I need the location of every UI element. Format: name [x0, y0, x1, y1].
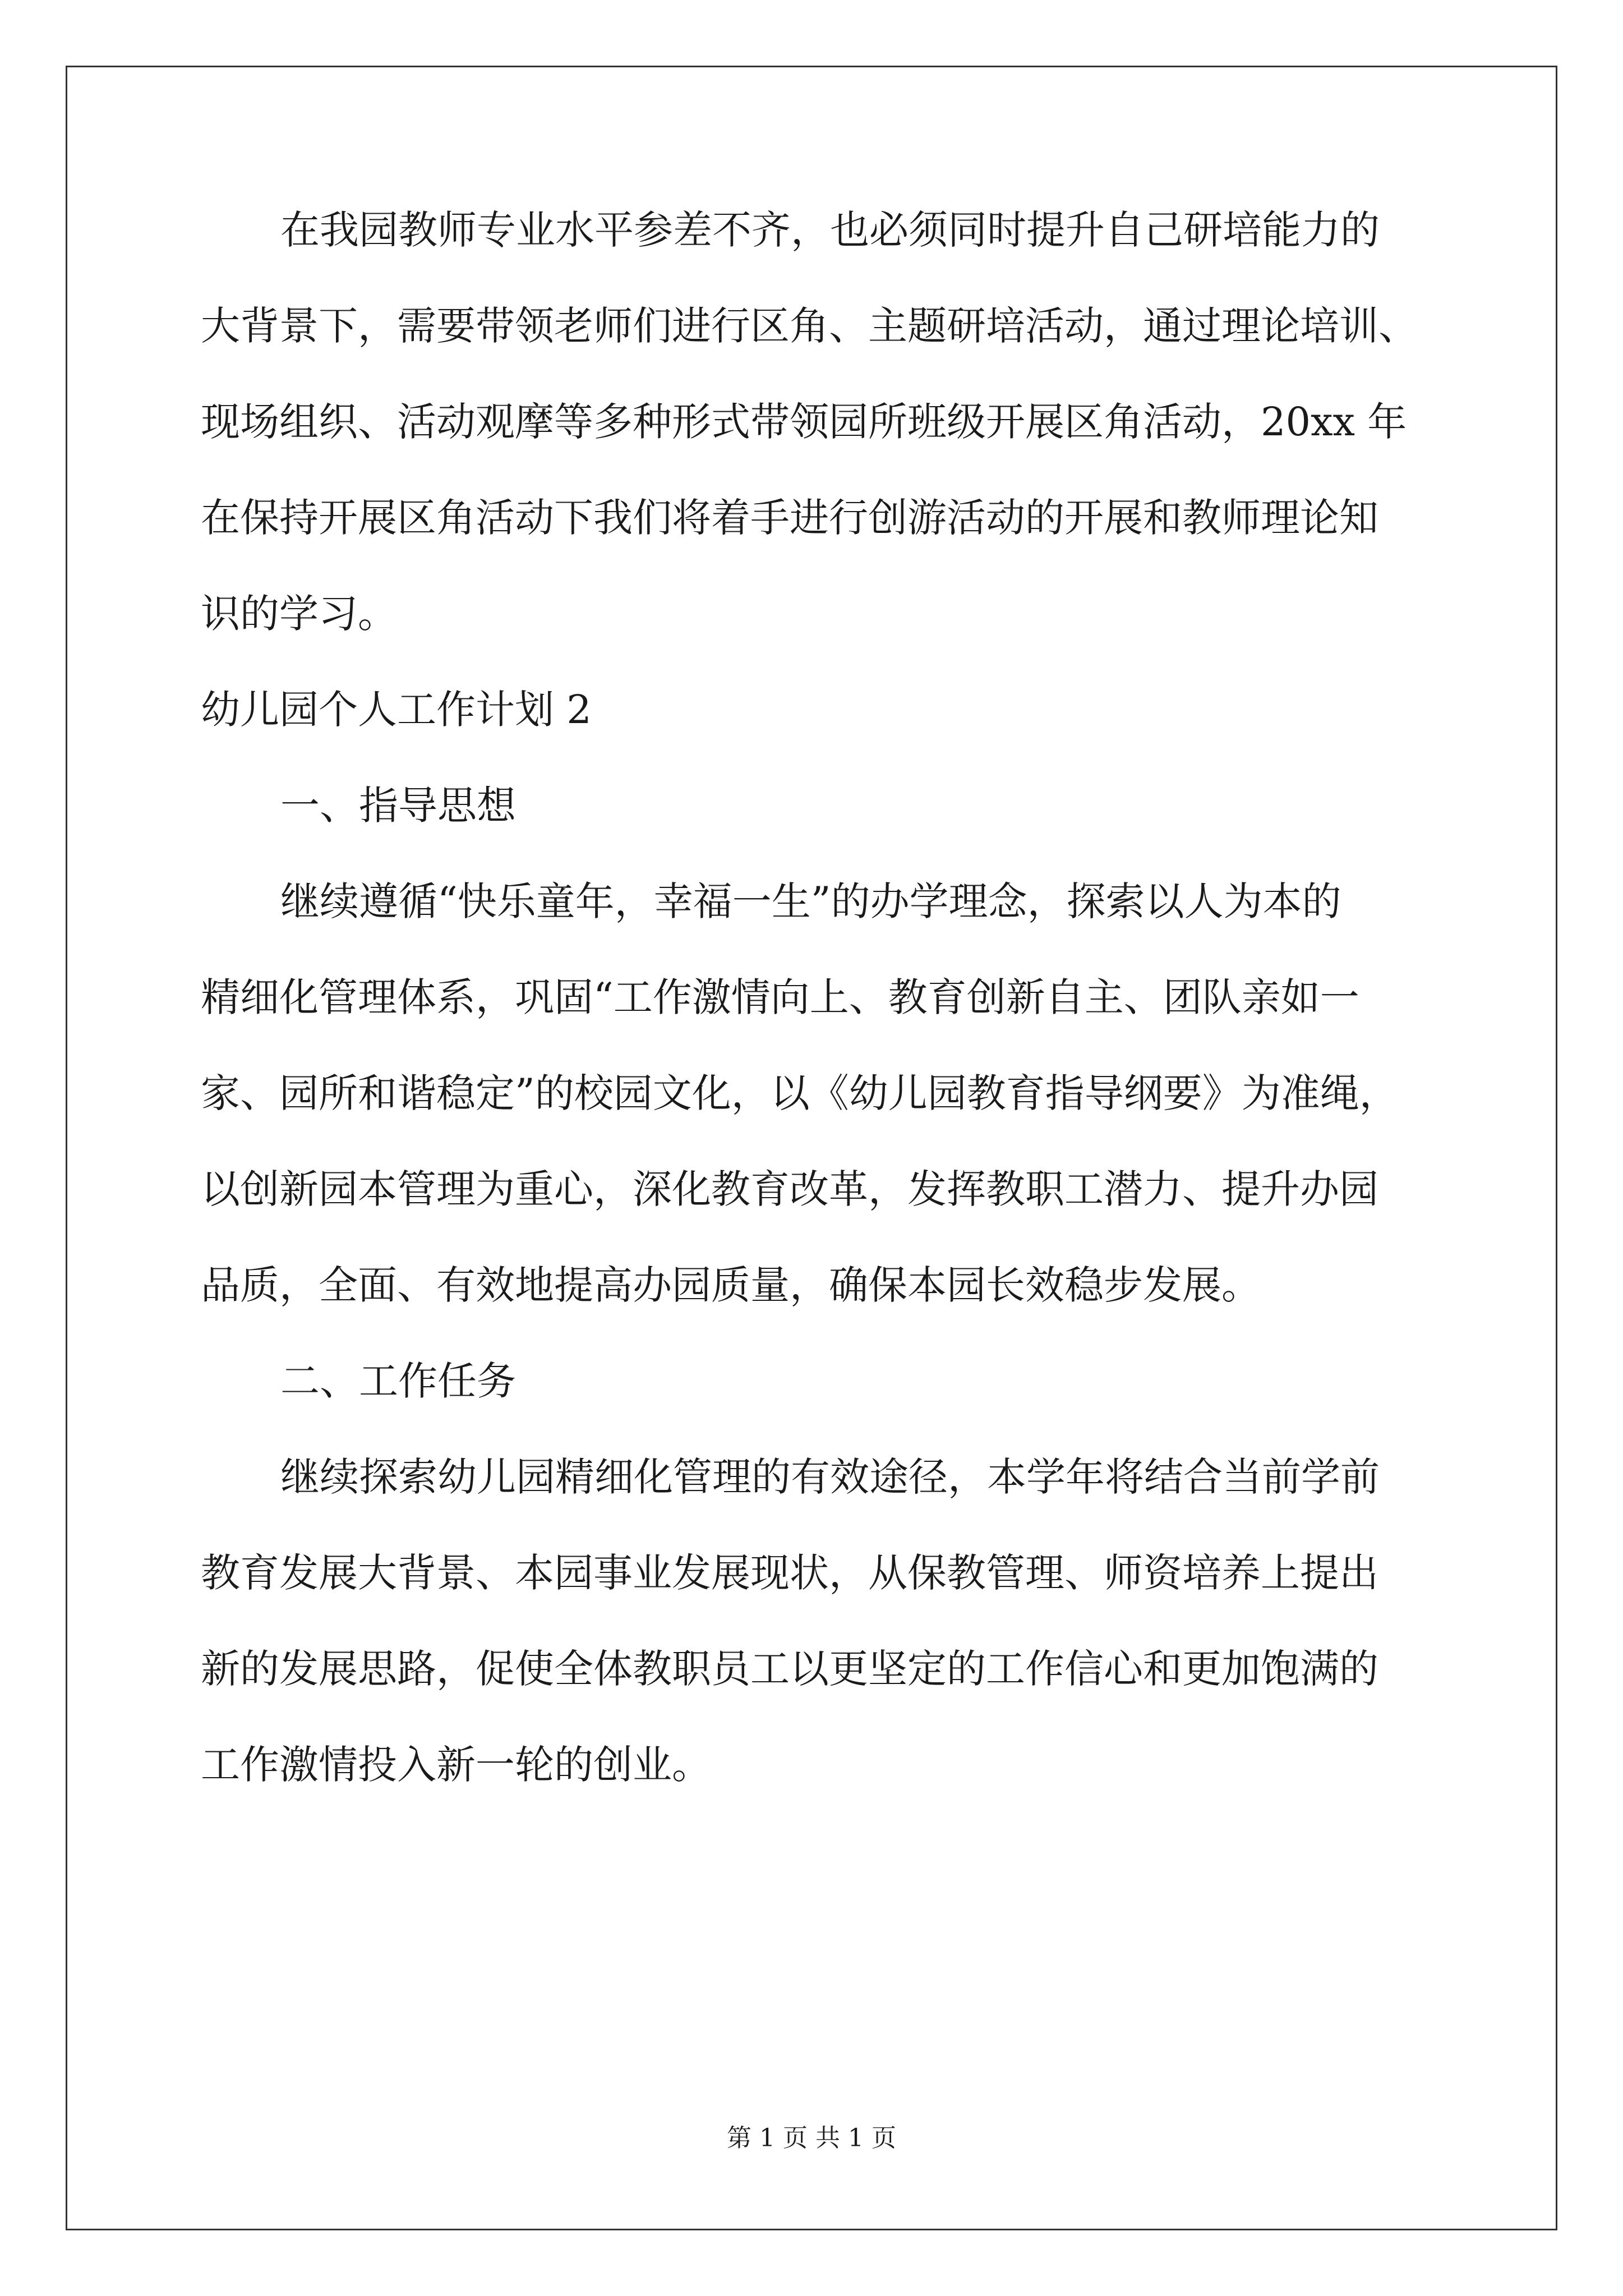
paragraph-line: 继续遵循“快乐童年，幸福一生”的办学理念，探索以人为本的 [280, 878, 1341, 924]
paragraph-line: 大背景下，需要带领老师们进行区角、主题研培活动，通过理论培训、 [201, 303, 1418, 349]
section-heading: 一、指导思想 [280, 783, 516, 829]
document-title: 幼儿园个人工作计划 2 [201, 687, 592, 733]
paragraph-line: 精细化管理体系，巩固“工作激情向上、教育创新自主、团队亲如一 [201, 974, 1359, 1020]
paragraph-line: 现场组织、活动观摩等多种形式带领园所班级开展区角活动，20xx 年 [201, 399, 1407, 445]
paragraph-line: 品质，全面、有效地提高办园质量，确保本园长效稳步发展。 [201, 1262, 1261, 1308]
paragraph-line: 以创新园本管理为重心，深化教育改革，发挥教职工潜力、提升办园 [201, 1166, 1378, 1212]
paragraph-line: 工作激情投入新一轮的创业。 [201, 1742, 711, 1788]
paragraph-line: 新的发展思路，促使全体教职员工以更坚定的工作信心和更加饱满的 [201, 1646, 1378, 1692]
paragraph-line: 教育发展大背景、本园事业发展现状，从保教管理、师资培养上提出 [201, 1550, 1378, 1596]
page-border [66, 66, 1557, 2230]
paragraph-line: 家、园所和谐稳定”的校园文化，以《幼儿园教育指导纲要》为准绳， [201, 1070, 1399, 1116]
page-footer: 第 1 页 共 1 页 [727, 2124, 896, 2152]
paragraph-line: 继续探索幼儿园精细化管理的有效途径，本学年将结合当前学前 [280, 1454, 1380, 1500]
paragraph-line: 识的学习。 [201, 591, 397, 637]
paragraph-line: 在保持开展区角活动下我们将着手进行创游活动的开展和教师理论知 [201, 495, 1378, 541]
section-heading: 二、工作任务 [280, 1358, 516, 1404]
paragraph-line: 在我园教师专业水平参差不齐，也必须同时提升自己研培能力的 [280, 207, 1380, 253]
